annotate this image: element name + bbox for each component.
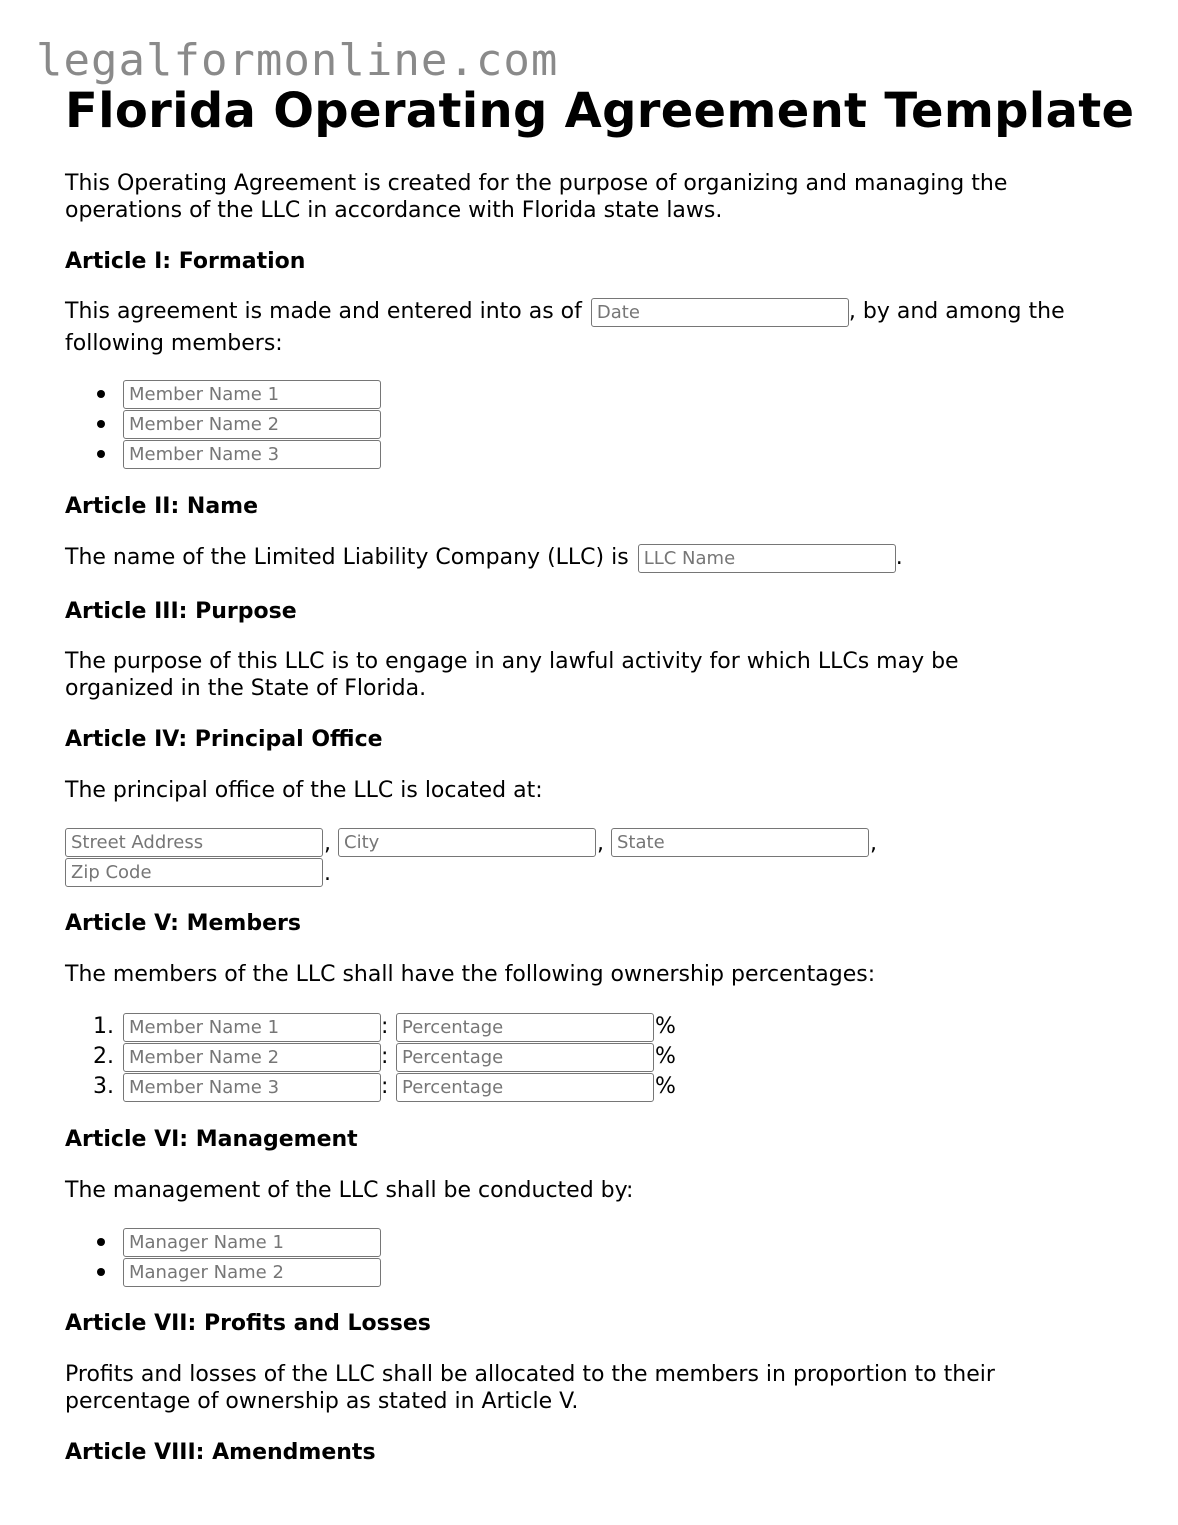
percentage-3-input[interactable] [396,1073,654,1102]
name-sentence [65,543,903,573]
percent-sign: % [655,1044,676,1069]
ownership-member-1-input[interactable] [123,1013,381,1042]
member-name-2-input[interactable] [123,410,381,439]
formation-text-before: This agreement is made and entered into as of [65,299,582,324]
comma: , [870,831,877,856]
article-6-heading: Article VI: Management [65,1127,358,1152]
list-item [65,380,465,410]
comma: , [597,831,604,856]
manager-name-2-input[interactable] [123,1258,381,1287]
article-4-heading: Article IV: Principal Office [65,727,383,752]
profits-paragraph: Profits and losses of the LLC shall be allocated to the members in proportion to their percentage of ownership as stated in Article V. [65,1362,995,1414]
article-3-heading: Article III: Purpose [65,599,297,624]
article-2-heading: Article II: Name [65,494,259,519]
list-item [65,1258,465,1288]
formation-text-after: , by and among the [848,299,1065,324]
office-paragraph: The principal office of the LLC is located at: [65,778,543,803]
percentage-1-input[interactable] [396,1013,654,1042]
bullet-icon [97,1268,105,1276]
members-paragraph: The members of the LLC shall have the following ownership percentages: [65,962,876,987]
watermark: legalformonline.com [36,35,559,86]
state-input[interactable] [611,828,869,857]
date-input[interactable] [591,298,849,327]
address-fields [65,828,965,890]
manager-list [65,1228,465,1288]
ownership-member-3-input[interactable] [123,1073,381,1102]
bullet-icon [97,1238,105,1246]
list-item [65,440,465,470]
bullet-icon [97,420,105,428]
period: . [324,861,331,886]
colon: : [381,1074,389,1099]
member-name-3-input[interactable] [123,440,381,469]
percent-sign: % [655,1074,676,1099]
manager-name-1-input[interactable] [123,1228,381,1257]
list-number: 3. [93,1074,114,1099]
name-text-before: The name of the Limited Liability Company (LLC) is [65,545,629,570]
purpose-paragraph: The purpose of this LLC is to engage in any lawful activity for which LLCs may be organized in the State of Florida. [65,649,959,701]
list-item [65,1043,765,1073]
llc-name-input[interactable] [638,544,896,573]
percent-sign: % [655,1014,676,1039]
zip-code-input[interactable] [65,858,323,887]
formation-sentence [65,297,1065,327]
member-list [65,380,465,470]
article-5-heading: Article V: Members [65,911,301,936]
ownership-member-2-input[interactable] [123,1043,381,1072]
list-item [65,1228,465,1258]
management-paragraph: The management of the LLC shall be conducted by: [65,1178,634,1203]
colon: : [381,1044,389,1069]
member-name-1-input[interactable] [123,380,381,409]
ownership-list [65,1013,765,1103]
comma: , [324,831,331,856]
colon: : [381,1014,389,1039]
name-text-after: . [895,545,903,570]
percentage-2-input[interactable] [396,1043,654,1072]
article-7-heading: Article VII: Profits and Losses [65,1311,431,1336]
formation-text-line2: following members: [65,331,283,356]
list-item [65,1073,765,1103]
bullet-icon [97,450,105,458]
city-input[interactable] [338,828,596,857]
list-item [65,410,465,440]
bullet-icon [97,390,105,398]
list-number: 1. [93,1014,114,1039]
street-address-input[interactable] [65,828,323,857]
article-1-heading: Article I: Formation [65,249,306,274]
intro-paragraph: This Operating Agreement is created for the purpose of organizing and managing the operations of the LLC in accordance with Florida state laws. [65,171,1008,223]
list-item [65,1013,765,1043]
page-title: Florida Operating Agreement Template [65,83,1135,139]
list-number: 2. [93,1044,114,1069]
article-8-heading: Article VIII: Amendments [65,1440,376,1465]
